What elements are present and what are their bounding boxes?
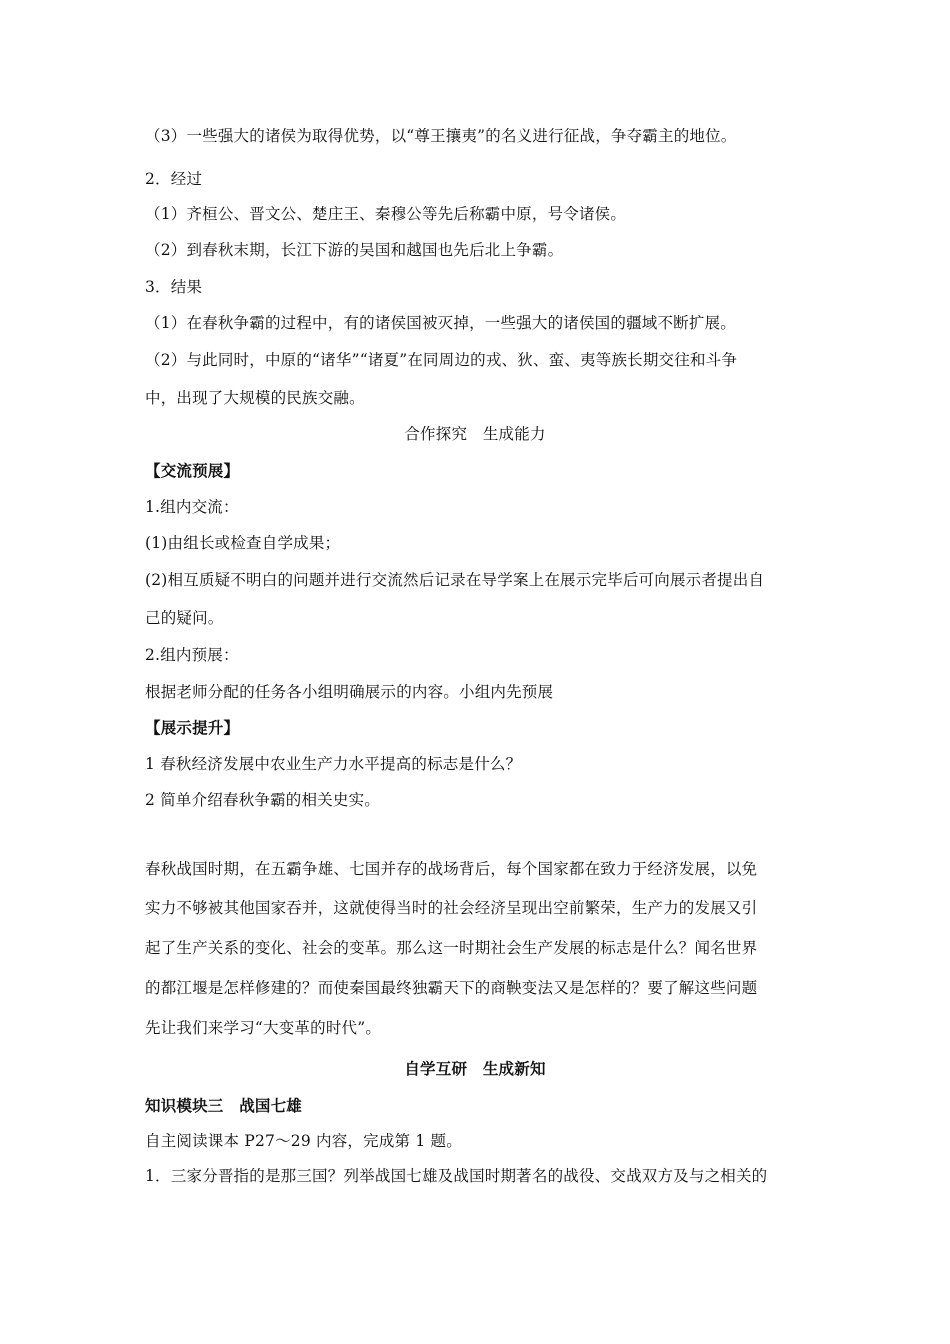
group-exchange: 1.组内交流：	[145, 498, 239, 516]
group-preview: 2.组内预展：	[145, 646, 239, 664]
section-title-self-study: 自学互研 生成新知	[404, 1059, 546, 1078]
process-item-2: （2）到春秋末期，长江下游的吴国和越国也先后北上争霸。	[145, 241, 564, 259]
group-exchange-item-1: (1)由组长或检查自学成果；	[145, 534, 341, 552]
intro-line-5: 先让我们来学习“大变革的时代”。	[145, 1019, 382, 1037]
reading-task: 自主阅读课本 P27～29 内容，完成第 1 题。	[145, 1132, 462, 1150]
group-exchange-item-2-line-2: 己的疑问。	[145, 609, 224, 627]
cause-item-3: （3）一些强大的诸侯为取得优势，以“尊王攘夷”的名义进行征战，争夺霸主的地位。	[145, 127, 737, 145]
result-item-2-line-2: 中，出现了大规模的民族交融。	[145, 389, 365, 407]
question-1: 1．三家分晋指的是那三国？列举战国七雄及战国时期著名的战役、交战双方及与之相关的	[145, 1167, 768, 1185]
group-preview-text: 根据老师分配的任务各小组明确展示的内容。小组内先预展	[145, 683, 554, 701]
section-title-cooperation: 合作探究 生成能力	[404, 425, 546, 443]
result-item-1: （1）在春秋争霸的过程中，有的诸侯国被灭掉，一些强大的诸侯国的疆域不断扩展。	[145, 314, 736, 332]
display-heading: 【展示提升】	[145, 718, 240, 737]
module-heading: 知识模块三 战国七雄	[145, 1096, 303, 1115]
intro-line-4: 的都江堰是怎样修建的？而使秦国最终独霸天下的商鞅变法又是怎样的？要了解这些问题	[145, 979, 758, 997]
intro-line-2: 实力不够被其他国家吞并，这就使得当时的社会经济呈现出空前繁荣，生产力的发展又引	[145, 899, 758, 917]
result-item-2-line-1: （2）与此同时，中原的“诸华”“诸夏”在同周边的戎、狄、蛮、夷等族长期交往和斗争	[145, 351, 738, 369]
display-question-2: 2 简单介绍春秋争霸的相关史实。	[145, 791, 380, 809]
intro-line-1: 春秋战国时期，在五霸争雄、七国并存的战场背后，每个国家都在致力于经济发展，以免	[145, 860, 758, 878]
intro-line-3: 起了生产关系的变化、社会的变革。那么这一时期社会生产发展的标志是什么？闻名世界	[145, 939, 758, 957]
display-question-1: 1 春秋经济发展中农业生产力水平提高的标志是什么？	[145, 755, 522, 773]
result-heading: 3．结果	[145, 278, 203, 296]
group-exchange-item-2-line-1: (2)相互质疑不明白的问题并进行交流然后记录在导学案上在展示完毕后可向展示者提出自	[145, 571, 765, 589]
process-item-1: （1）齐桓公、晋文公、楚庄王、秦穆公等先后称霸中原，号令诸侯。	[145, 205, 627, 223]
exchange-heading: 【交流预展】	[145, 461, 240, 480]
process-heading: 2．经过	[145, 170, 203, 188]
